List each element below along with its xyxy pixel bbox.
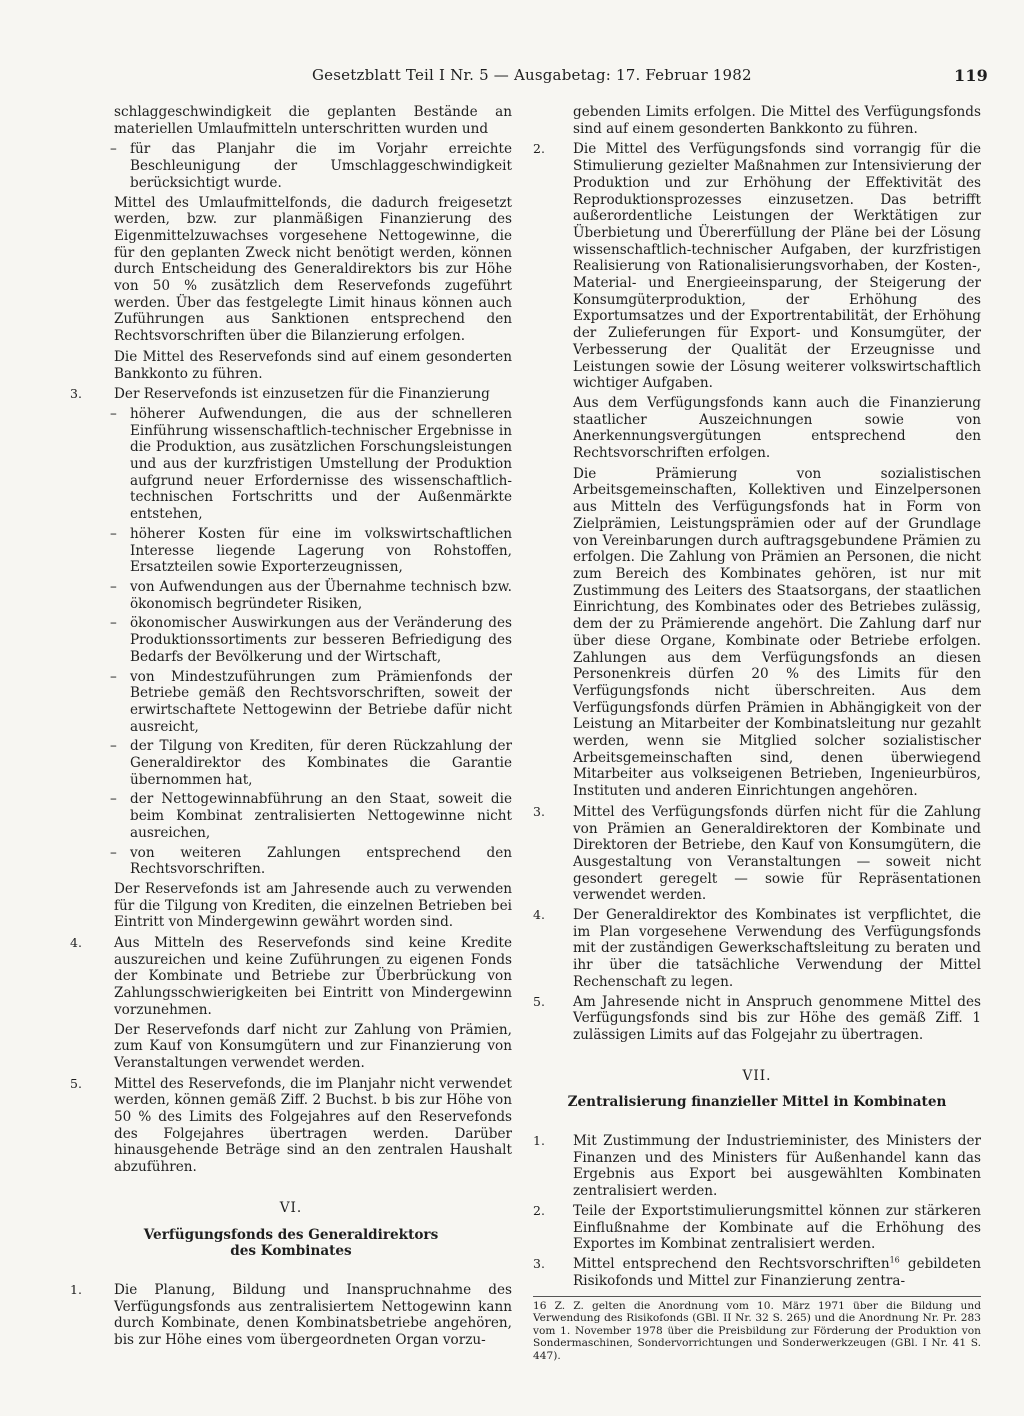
paragraph: Die Mittel des Reservefonds sind auf einem gesonderten Bankkonto zu führen.	[114, 348, 512, 382]
item-number: 1.	[533, 1133, 545, 1149]
section-title	[70, 1227, 512, 1260]
dash-item-text: der Nettogewinnabführung an den Staat, soweit die beim Kombinat zentralisierten Nettogewinne nicht ausreichen,	[130, 791, 512, 841]
dash-item: – der Tilgung von Krediten, für deren Rückzahlung der Generaldirektor des Kombinates die Garantie übernommen hat,	[110, 738, 512, 788]
right-column	[533, 104, 981, 1292]
dash-item: – der Nettogewinnabführung an den Staat, soweit die beim Kombinat zentralisierten Nettogewinne nicht ausreichen,	[110, 791, 512, 841]
item-number: 4.	[533, 907, 545, 923]
paragraph: Mittel des Umlaufmittelfonds, die dadurch freigesetzt werden, bzw. zur planmäßigen Finanzierung des Eigenmittelzuwachses vorgesehene Nettogewinne, die für den geplanten Zweck nicht benötigt werden, können durch Entscheidung des Generaldirektors bis zur Höhe von 50 % zusätzlich dem Reservefonds zugeführt werden. Über das festgelegte Limit hinaus können auch Zuführungen aus Sanktionen entsprechend den Rechtsvorschriften über die Bilanzierung erfolgen.	[114, 194, 512, 345]
item-number: 1.	[70, 1282, 82, 1297]
item-number: 2.	[533, 141, 545, 157]
item-number: 3.	[533, 803, 545, 819]
paragraph: gebenden Limits erfolgen. Die Mittel des Verfügungsfonds sind auf einem gesonderten Bankkonto zu führen.	[573, 104, 981, 137]
item-text-part: Mittel entsprechend den Rechtsvorschriften	[573, 1256, 890, 1272]
footnote-area	[533, 1296, 981, 1362]
dash-item-text: der Tilgung von Krediten, für deren Rückzahlung der Generaldirektor des Kombinates die Garantie übernommen hat,	[130, 738, 512, 788]
numbered-item	[70, 386, 512, 403]
numbered-item	[533, 1203, 981, 1253]
numbered-item	[533, 1133, 981, 1200]
item-text: Mit Zustimmung der Industrieminister, des Ministers der Finanzen und des Ministers für Außenhandel kann das Ergebnis aus Export bei ausgewählten Kombinaten zentralisiert werden.	[573, 1133, 981, 1200]
section-title-line: Verfügungsfonds des Generaldirektors	[143, 1226, 439, 1243]
item-text: Mittel des Reservefonds, die im Planjahr nicht verwendet werden, können gemäß Ziff. 2 Buchst. b bis zur Höhe von 50 % des Limits des Folgejahres auf den Reservefonds des Folgejahres übertragen werden. Darüber hinausgehende Beträge sind an den zentralen Haushalt abzuführen.	[114, 1075, 512, 1176]
paragraph: Die Prämierung von sozialistischen Arbeitsgemeinschaften, Kollektiven und Einzelpersonen aus Mitteln des Verfügungsfonds hat in Form von Zielprämien, Leistungsprämien oder auf der Grundlage von Vereinbarungen durch auftragsgebundene Prämien zu erfolgen. Die Zahlung von Prämien an Personen, die nicht zum Bereich des Kombinates gehören, ist nur mit Zustimmung des Leiters des Staatsorgans, der staatlichen Einrichtung, des Kombinates oder des Betriebes zulässig, dem der zu Prämierende angehört. Die Zahlung darf nur über diese Organe, Kombinate oder Betriebe erfolgen. Zahlungen aus dem Verfügungsfonds an diesen Personenkreis dürfen 20 % des Limits für den Verfügungsfonds nicht überschreiten. Aus dem Verfügungsfonds dürfen Prämien in Abhängigkeit von der Leistung an Mitarbeiter der Kombinatsleitung nur gezahlt werden, wenn sie Mitglied solcher sozialistischer Arbeitsgemeinschaften sind, denen überwiegend Mitarbeiter aus volkseigenen Betrieben, Ingenieurbüros, Instituten und anderen Einrichtungen angehören.	[573, 465, 981, 800]
item-number: 3.	[533, 1256, 545, 1271]
paragraph: Der Reservefonds darf nicht zur Zahlung von Prämien, zum Kauf von Konsumgütern und zur Finanzierung von Veranstaltungen verwendet werden.	[114, 1021, 512, 1071]
page-header	[312, 66, 988, 88]
dash-item: – von weiteren Zahlungen entsprechend den Rechtsvorschriften.	[110, 844, 512, 878]
paragraph: schlaggeschwindigkeit die geplanten Bestände an materiellen Umlaufmitteln unterschritten wurden und	[114, 104, 512, 137]
dash-item: – von Mindestzuführungen zum Prämienfonds der Betriebe gemäß den Rechtsvorschriften, soweit der erwirtschaftete Nettogewinn der Betriebe dafür nicht ausreicht,	[110, 668, 512, 735]
paragraph: Aus dem Verfügungsfonds kann auch die Finanzierung staatlicher Auszeichnungen sowie von Anerkennungsvergütungen entsprechend den Rechtsvorschriften erfolgen.	[573, 394, 981, 462]
numbered-item	[533, 804, 981, 904]
item-text: Der Generaldirektor des Kombinates ist verpflichtet, die im Plan vorgesehene Verwendung des Verfügungsfonds mit der zuständigen Gewerkschaftsleitung zu beraten und ihr über die tatsächliche Verwendung der Mittel Rechenschaft zu legen.	[573, 907, 981, 990]
footnote-marker: 16	[889, 1255, 900, 1265]
dash-item-text: von Aufwendungen aus der Übernahme technisch bzw. ökonomisch begründeter Risiken,	[130, 578, 512, 612]
numbered-item	[533, 141, 981, 392]
item-text	[573, 1256, 981, 1289]
item-number: 5.	[70, 1075, 82, 1091]
item-text: Teile der Exportstimulierungsmittel können zur stärkeren Einflußnahme der Kombinate auf die Erhöhung des Exportes im Kombinat zentralisiert werden.	[573, 1202, 981, 1253]
dash-item-text: höherer Aufwendungen, die aus der schnelleren Einführung wissenschaftlich-technischer Ergebnisse in die Produktion, aus zusätzlichen Forschungsleistungen und aus der kurzfristigen Umstellung der Produktion aufgrund neuer Erfordernisse des wissenschaftlich-technischen Fortschritts und der Außenmärkte entstehen,	[130, 405, 512, 523]
item-number: 2.	[533, 1202, 545, 1218]
item-number: 5.	[533, 993, 545, 1009]
footnote: 16 Z. Z. gelten die Anordnung vom 10. März 1971 über die Bildung und Verwendung des Risikofonds (GBl. II Nr. 32 S. 265) und die Anordnung Nr. Pr. 283 vom 1. November 1978 über die Preisbildung zur Förderung der Produktion von Sondermaschinen, Sondervorrichtungen und Sonderwerkzeugen (GBl. I Nr. 41 S. 447).	[533, 1300, 981, 1362]
dash-item-text: von weiteren Zahlungen entsprechend den Rechtsvorschriften.	[130, 844, 512, 878]
paragraph: Der Reservefonds ist am Jahresende auch zu verwenden für die Tilgung von Krediten, die einzelnen Betrieben bei Eintritt von Mindergewinn gewährt worden sind.	[114, 880, 512, 931]
item-text-part: gebildeten Risikofonds und Mittel zur Finanzierung zentra-	[573, 1256, 981, 1289]
header-title: Gesetzblatt Teil I Nr. 5 — Ausgabetag: 17. Februar 1982	[312, 66, 752, 84]
numbered-item	[533, 994, 981, 1044]
item-text: Mittel des Verfügungsfonds dürfen nicht für die Zahlung von Prämien an Generaldirektoren der Kombinate und Direktoren der Betriebe, den Kauf von Konsumgütern, die Ausgestaltung von Veranstaltungen — soweit nicht gesondert geregelt — sowie für Repräsentationen verwendet werden.	[573, 803, 981, 904]
numbered-item	[70, 1076, 512, 1176]
numbered-item	[70, 935, 512, 1019]
section-title: Zentralisierung finanzieller Mittel in Kombinaten	[567, 1094, 947, 1111]
section-number: VII.	[742, 1067, 772, 1084]
dash-item-text: für das Planjahr die im Vorjahr erreichte Beschleunigung der Umschlaggeschwindigkeit berücksichtigt wurde.	[130, 141, 512, 191]
dash-item-text: von Mindestzuführungen zum Prämienfonds der Betriebe gemäß den Rechtsvorschriften, soweit der erwirtschaftete Nettogewinn der Betriebe dafür nicht ausreicht,	[130, 668, 512, 735]
dash-item: – für das Planjahr die im Vorjahr erreichte Beschleunigung der Umschlaggeschwindigkeit berücksichtigt wurde.	[110, 141, 512, 191]
dash-item: – höherer Aufwendungen, die aus der schnelleren Einführung wissenschaftlich-technischer Ergebnisse in die Produktion, aus zusätzlichen Forschungsleistungen und aus der kurzfristigen Umstellung der Produktion aufgrund neuer Erfordernisse des wissenschaftlich-technischen Fortschritts und der Außenmärkte entstehen,	[110, 405, 512, 523]
dash-item: – höherer Kosten für eine im volkswirtschaftlichen Interesse liegende Lagerung von Rohstoffen, Ersatzteilen sowie Exporterzeugnissen,	[110, 525, 512, 576]
item-number: 3.	[70, 386, 82, 402]
item-text: Die Mittel des Verfügungsfonds sind vorrangig für die Stimulierung gezielter Maßnahmen zur Intensivierung der Produktion und zur Erhöhung der Effektivität des Reproduktionsprozesses einzusetzen. Das betrifft außerordentliche Leistungen der Werktätigen zur Überbietung und Übererfüllung der Pläne bei der Lösung wissenschaftlich-technischer Aufgaben, der kurzfristigen Realisierung von Rationalisierungsvorhaben, der Kosten-, Material- und Energieeinsparung, der Steigerung der Konsumgüterproduktion, der Erhöhung des Exportumsatzes und der Exportrentabilität, der Erhöhung der Zulieferungen für Export- und Konsumgüter, der Verbesserung der Qualität der Erzeugnisse und Leistungen sowie der Lösung weiterer volkswirtschaftlich wichtiger Aufgaben.	[573, 141, 981, 392]
item-text: Der Reservefonds ist einzusetzen für die Finanzierung	[114, 386, 490, 403]
numbered-item	[533, 1256, 981, 1289]
section-title-line: des Kombinates	[230, 1243, 352, 1260]
section-number: VI.	[279, 1199, 303, 1216]
dash-item: – ökonomischer Auswirkungen aus der Veränderung des Produktionssortiments zur besseren Befriedigung des Bedarfs der Bevölkerung und der Wirtschaft,	[110, 615, 512, 665]
item-text: Am Jahresende nicht in Anspruch genommene Mittel des Verfügungsfonds sind bis zur Höhe des gemäß Ziff. 1 zulässigen Limits auf das Folgejahr zu übertragen.	[573, 993, 981, 1043]
dash-item-text: höherer Kosten für eine im volkswirtschaftlichen Interesse liegende Lagerung von Rohstoffen, Ersatzteilen sowie Exporterzeugnissen,	[130, 525, 512, 576]
page-number: 119	[954, 66, 988, 85]
numbered-item	[70, 1282, 512, 1349]
item-text: Die Planung, Bildung und Inanspruchnahme des Verfügungsfonds aus zentralisiertem Nettogewinn kann durch Kombinate, denen Kombinatsbetriebe angehören, bis zur Höhe eines vom übergeordneten Organ vorzu-	[114, 1282, 512, 1349]
dash-item: – von Aufwendungen aus der Übernahme technisch bzw. ökonomisch begründeter Risiken,	[110, 578, 512, 612]
item-number: 4.	[70, 935, 82, 951]
dash-item-text: ökonomischer Auswirkungen aus der Veränderung des Produktionssortiments zur besseren Befriedigung des Bedarfs der Bevölkerung und der Wirtschaft,	[130, 615, 512, 665]
numbered-item	[533, 907, 981, 991]
left-column	[70, 104, 512, 1352]
item-text: Aus Mitteln des Reservefonds sind keine Kredite auszureichen und keine Zuführungen zu eigenen Fonds der Kombinate und Betriebe zur Überbrückung von Zahlungsschwierigkeiten bei Eintritt von Mindergewinn vorzunehmen.	[114, 935, 512, 1018]
